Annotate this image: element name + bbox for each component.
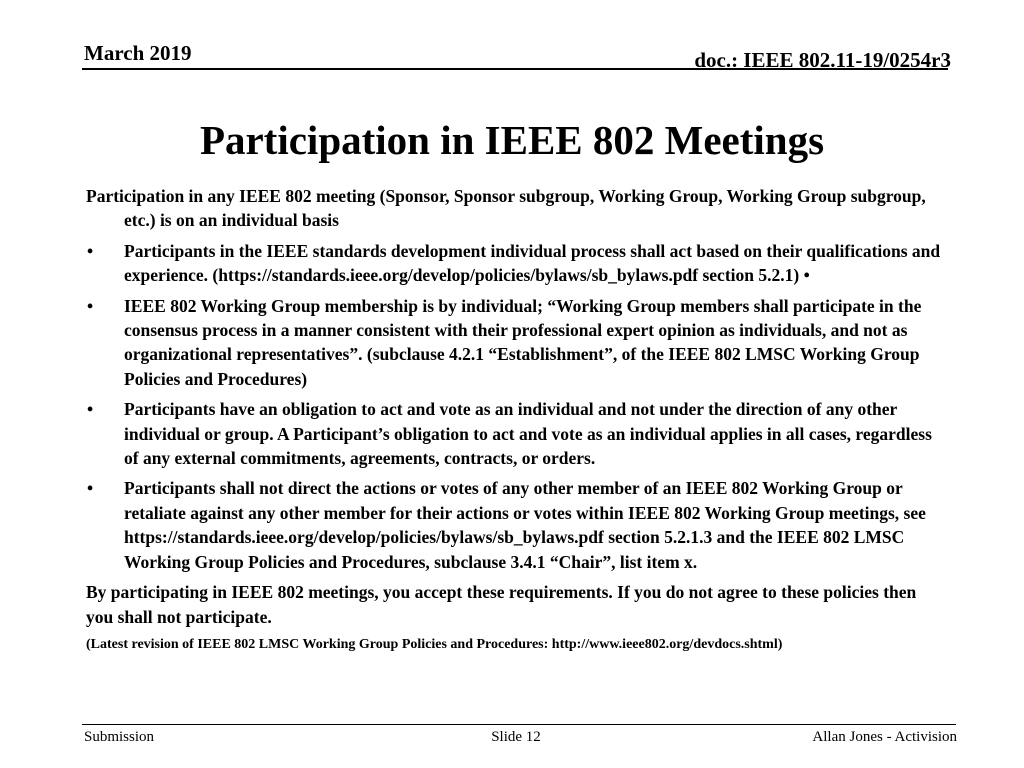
bullet-icon: •	[87, 295, 94, 316]
bullet-text-3: Participants have an obligation to act and vote as an individual and not under the direction of any other individual or group. A Participant’s obligation to act and vote as an individual applies in all cases, regardless of any external commitments, agreements, contracts, or orders.	[124, 399, 932, 469]
bullet-item-3	[86, 397, 946, 470]
bullet-item-1	[86, 239, 946, 288]
header-date: March 2019	[84, 41, 192, 65]
footer-divider	[82, 724, 956, 725]
bullet-list	[86, 239, 946, 574]
footer-submission: Submission	[84, 729, 155, 745]
bullet-icon: •	[87, 478, 94, 499]
closing-paragraph: By participating in IEEE 802 meetings, you accept these requirements. If you do not agree to these policies then you shall not participate.	[86, 582, 917, 627]
bullet-icon: •	[87, 240, 94, 261]
bullet-item-2	[86, 294, 946, 392]
header-divider	[82, 68, 948, 70]
slide-title: Participation in IEEE 802 Meetings	[199, 117, 825, 163]
slide-body	[86, 184, 946, 655]
bullet-icon: •	[87, 399, 94, 420]
bullet-text-1: Participants in the IEEE standards development individual process shall act based on their qualifications and experience. (https://standards.ieee.org/develop/policies/bylaws/sb_bylaws.pdf section 5.2.1) •	[124, 240, 941, 286]
footer-author: Allan Jones - Activision	[812, 729, 957, 745]
intro-paragraph: Participation in any IEEE 802 meeting (Sponsor, Sponsor subgroup, Working Group, Working Group subgroup, etc.) is on an individual basis	[86, 186, 926, 231]
bullet-text-4: Participants shall not direct the actions or votes of any other member of an IEEE 802 Working Group or retaliate against any other member for their actions or votes within IEEE 802 Working Group meetings, see https://standards.ieee.org/develop/policies/bylaws/sb_bylaws.pdf section 5.2.1.3 and the IEEE 802 LMSC Working Group Policies and Procedures, subclause 3.4.1 “Chair”, list item x.	[124, 478, 926, 572]
bullet-item-4	[86, 476, 946, 574]
bullet-text-2: IEEE 802 Working Group membership is by individual; “Working Group members shall participate in the consensus process in a manner consistent with their professional expert opinion as individuals, and not as organizational representatives”. (subclause 4.2.1 “Establishment”, of the IEEE 802 LMSC Working Group Policies and Procedures)	[124, 295, 922, 389]
revision-note: (Latest revision of IEEE 802 LMSC Working Group Policies and Procedures: http://www.ieee802.org/devdocs.shtml)	[86, 636, 783, 652]
header-doc-id: doc.: IEEE 802.11-19/0254r3	[694, 48, 951, 72]
footer-slide-number: Slide 12	[491, 729, 541, 745]
